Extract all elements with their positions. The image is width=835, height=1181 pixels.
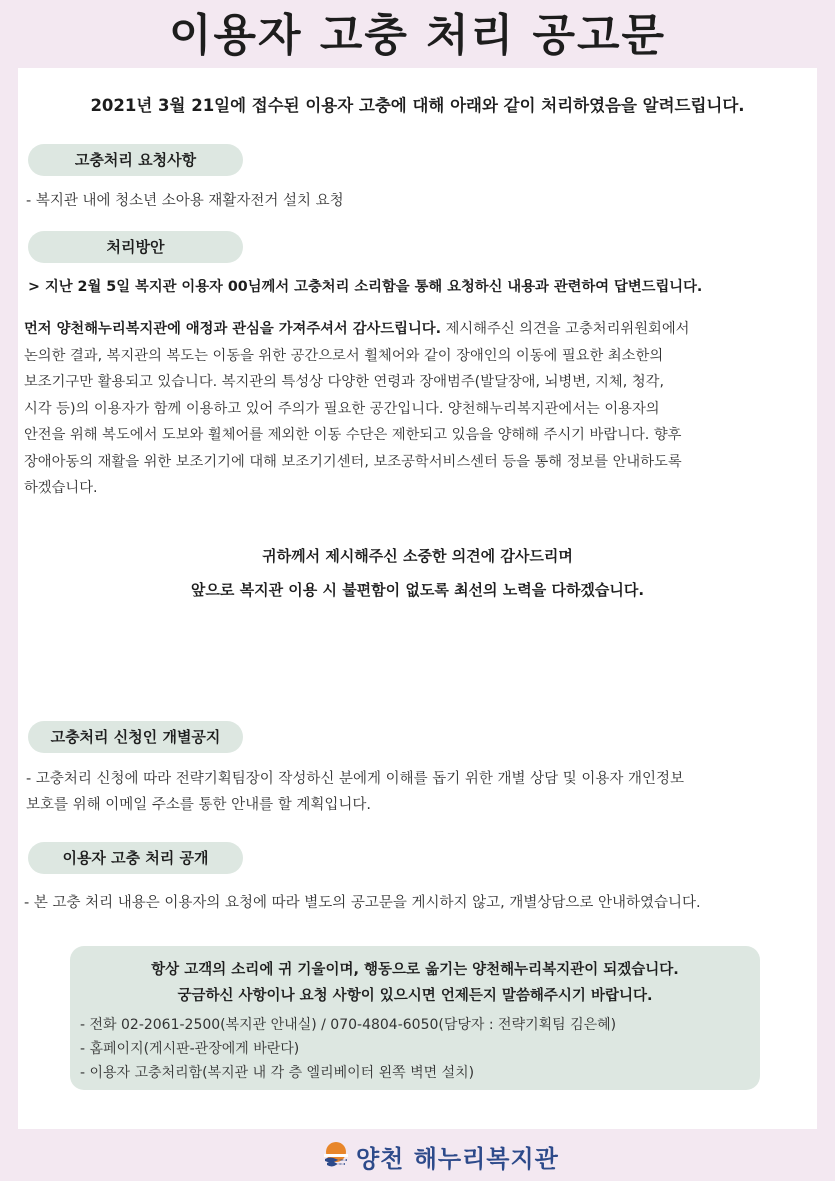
- notice-card: [18, 68, 817, 1129]
- sun-over-water-icon: [322, 1140, 350, 1172]
- request-text: - 복지관 내에 청소년 소아용 재활자전거 설치 요청: [26, 193, 344, 209]
- solution-body: [24, 316, 814, 502]
- thanks-line-2: 앞으로 복지관 이용 시 불편함이 없도록 최선의 노력을 다하겠습니다.: [190, 581, 645, 599]
- section-heading-solution: 처리방안: [28, 231, 243, 263]
- solution-body-line: 시각 등)의 이용자가 함께 이용하고 있어 주의가 필요한 공간입니다. 양천해누리복지관에서는 이용자의: [24, 400, 660, 417]
- solution-body-line: 안전을 위해 복도에서 도보와 휠체어를 제외한 이동 수단은 제한되고 있음을 양해해 주시기 바랍니다. 향후: [24, 427, 682, 443]
- contact-item-box: - 이용자 고충처리함(복지관 내 각 층 엘리베이터 왼쪽 벽면 설치): [80, 1065, 475, 1081]
- solution-lead: > 지난 2월 5일 복지관 이용자 00님께서 고충처리 소리함을 통해 요청하신 내용과 관련하여 답변드립니다.: [28, 279, 703, 295]
- individual-line-2: 보호를 위해 이메일 주소를 통한 안내를 할 계획입니다.: [26, 797, 372, 813]
- section-heading-individual: 고충처리 신청인 개별공지: [28, 721, 243, 753]
- section-heading-disclosure: 이용자 고충 처리 공개: [28, 842, 243, 874]
- page-title: 이용자 고충 처리 공고문: [169, 10, 666, 61]
- solution-body-line: 하겠습니다.: [24, 480, 98, 496]
- thanks-line-1: 귀하께서 제시해주신 소중한 의견에 감사드리며: [262, 547, 573, 565]
- contact-head-2: 궁금하신 사항이나 요청 사항이 있으시면 언제든지 말씀해주시기 바랍니다.: [177, 988, 653, 1004]
- intro-text: 2021년 3월 21일에 접수된 이용자 고충에 대해 아래와 같이 처리하였음을 알려드립니다.: [90, 96, 745, 115]
- logo-text: 양천 해누리복지관: [356, 1143, 559, 1173]
- contact-item-homepage: - 홈페이지(게시판-관장에게 바란다): [80, 1041, 300, 1057]
- solution-body-bold: 먼저 양천해누리복지관에 애정과 관심을 가져주셔서 감사드립니다.: [24, 321, 442, 337]
- solution-body-line: 논의한 결과, 복지관의 복도는 이동을 위한 공간으로서 휠체어와 같이 장애인의 이동에 필요한 최소한의: [24, 347, 664, 364]
- section-heading-request: 고충처리 요청사항: [28, 144, 243, 176]
- contact-head-1: 항상 고객의 소리에 귀 기울이며, 행동으로 옮기는 양천해누리복지관이 되겠습니다.: [151, 962, 679, 978]
- solution-body-line: 제시해주신 의견을 고충처리위원회에서: [441, 321, 690, 337]
- individual-line-1: - 고충처리 신청에 따라 전략기획팀장이 작성하신 분에게 이해를 돕기 위한 개별 상담 및 이용자 개인정보: [26, 771, 685, 787]
- disclosure-text: - 본 고충 처리 내용은 이용자의 요청에 따라 별도의 공고문을 게시하지 않고, 개별상담으로 안내하였습니다.: [24, 895, 701, 911]
- solution-body-line: 보조기구만 활용되고 있습니다. 복지관의 특성상 다양한 연령과 장애범주(발달장애, 뇌병변, 지체, 청각,: [24, 374, 664, 390]
- solution-body-line: 장애아동의 재활을 위한 보조기기에 대해 보조기기센터, 보조공학서비스센터 등을 통해 정보를 안내하도록: [24, 453, 682, 470]
- footer-logo: [322, 1138, 559, 1174]
- contact-item-phone: - 전화 02-2061-2500(복지관 안내실) / 070-4804-6050(담당자 : 전략기획팀 김은혜): [80, 1017, 617, 1033]
- contact-box: [70, 946, 760, 1090]
